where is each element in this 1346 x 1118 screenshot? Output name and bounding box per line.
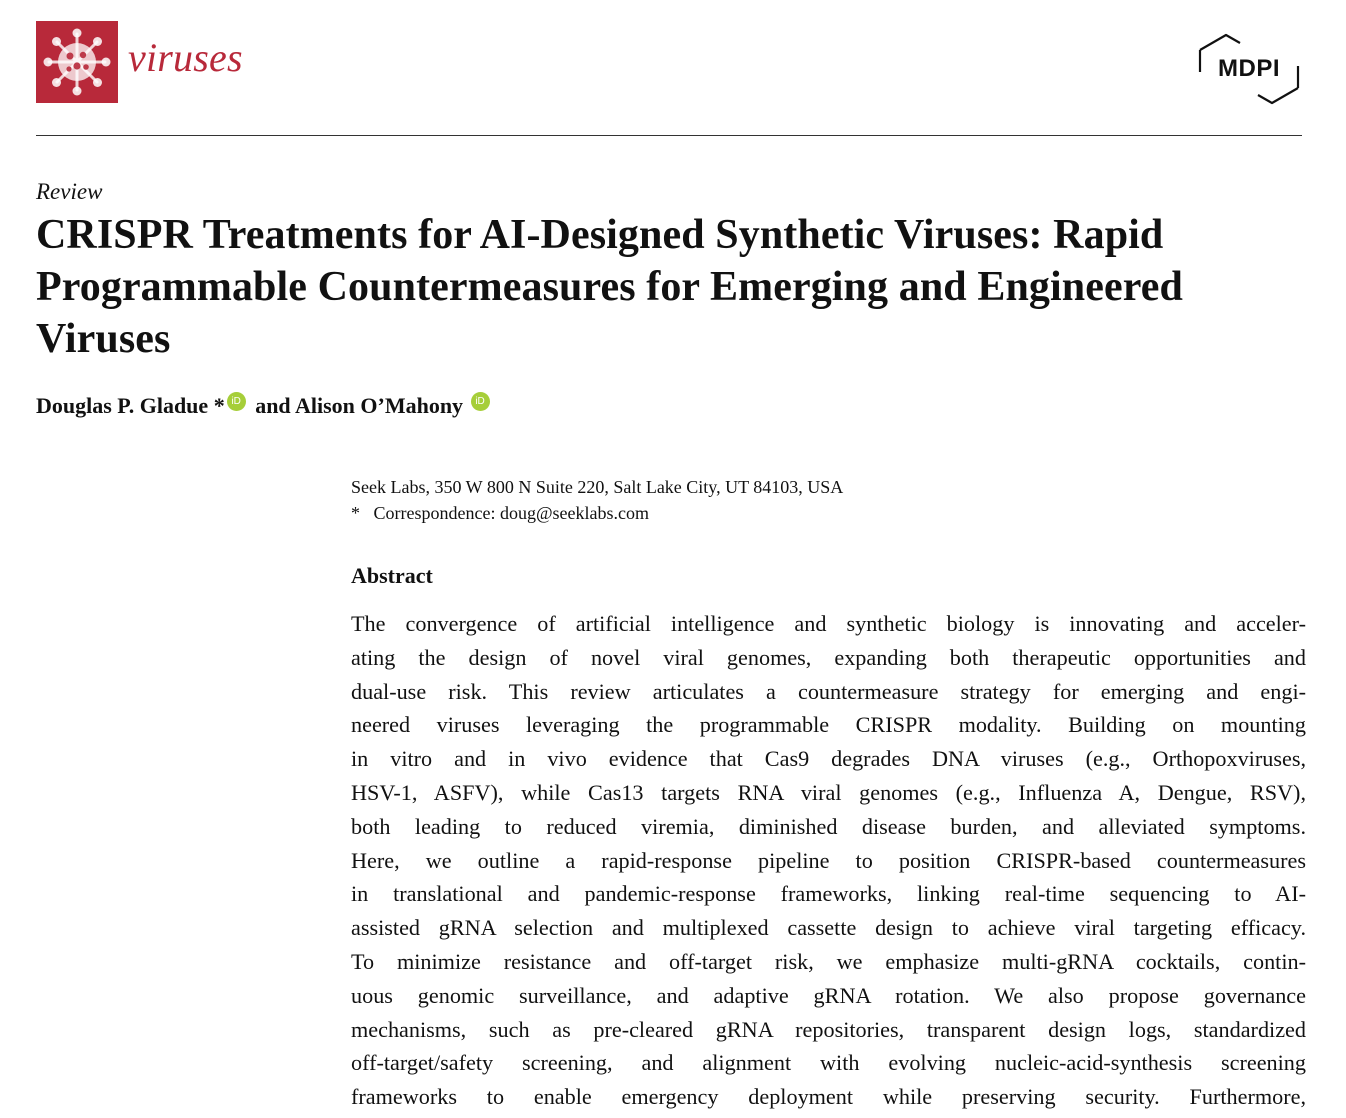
abstract-heading: Abstract: [351, 563, 433, 588]
virus-icon: [36, 21, 118, 103]
publisher-logo[interactable]: [1196, 32, 1302, 106]
author-connector: and: [255, 393, 291, 418]
abstract-line: in vitro and in vivo evidence that Cas9 degrades DNA viruses (e.g., Orthopoxviruses,: [351, 746, 1306, 772]
abstract-line: neered viruses leveraging the programmable CRISPR modality. Building on mounting: [351, 712, 1306, 738]
abstract-line: both leading to reduced viremia, diminished disease burden, and alleviated symptoms.: [351, 813, 1306, 839]
abstract-line: dual-use risk. This review articulates a countermeasure strategy for emerging and engi-: [351, 678, 1306, 704]
corresponding-author-mark: *: [213, 393, 225, 418]
correspondence: [351, 501, 649, 525]
author-list: [36, 391, 494, 421]
correspondence-text[interactable]: Correspondence: doug@seeklabs.com: [373, 503, 650, 523]
abstract-line: The convergence of artificial intelligence and synthetic biology is innovating and acceler-: [351, 611, 1306, 636]
orcid-icon[interactable]: iD: [471, 392, 490, 411]
abstract-line: off-target/safety screening, and alignment with evolving nucleic-acid-synthesis screening: [351, 1050, 1306, 1076]
abstract-line: Here, we outline a rapid-response pipeline to position CRISPR-based countermeasures: [351, 847, 1306, 873]
journal-logo: [36, 21, 118, 103]
article-title: CRISPR Treatments for AI-Designed Synthetic Viruses: Rapid Programmable Countermeasures for Emerging and Engineered Viruses: [36, 212, 1183, 362]
correspondence-mark: *: [351, 503, 360, 523]
abstract-line: frameworks to enable emergency deployment while preserving security. Furthermore,: [351, 1084, 1306, 1110]
journal-name[interactable]: viruses: [128, 35, 243, 80]
abstract-body: [351, 607, 1306, 1114]
publisher-name: MDPI: [1218, 55, 1280, 82]
abstract-line: assisted gRNA selection and multiplexed cassette design to achieve viral targeting efficacy.: [351, 915, 1306, 941]
abstract-line: in translational and pandemic-response frameworks, linking real-time sequencing to AI-: [351, 881, 1306, 907]
author-name[interactable]: Alison O’Mahony: [294, 393, 464, 418]
affiliation: Seek Labs, 350 W 800 N Suite 220, Salt Lake City, UT 84103, USA: [351, 477, 844, 497]
author-name[interactable]: Douglas P. Gladue: [36, 393, 209, 418]
orcid-icon[interactable]: iD: [227, 392, 246, 411]
abstract-line: mechanisms, such as pre-cleared gRNA repositories, transparent design logs, standardized: [351, 1016, 1306, 1042]
header-divider: [36, 135, 1302, 136]
abstract-line: To minimize resistance and off-target risk, we emphasize multi-gRNA cocktails, contin-: [351, 948, 1306, 974]
abstract-line: ating the design of novel viral genomes, expanding both therapeutic opportunities and: [351, 644, 1306, 670]
abstract-line: uous genomic surveillance, and adaptive gRNA rotation. We also propose governance: [351, 982, 1306, 1008]
abstract-line: HSV-1, ASFV), while Cas13 targets RNA viral genomes (e.g., Influenza A, Dengue, RSV),: [351, 779, 1306, 805]
article-type: Review: [36, 179, 103, 204]
